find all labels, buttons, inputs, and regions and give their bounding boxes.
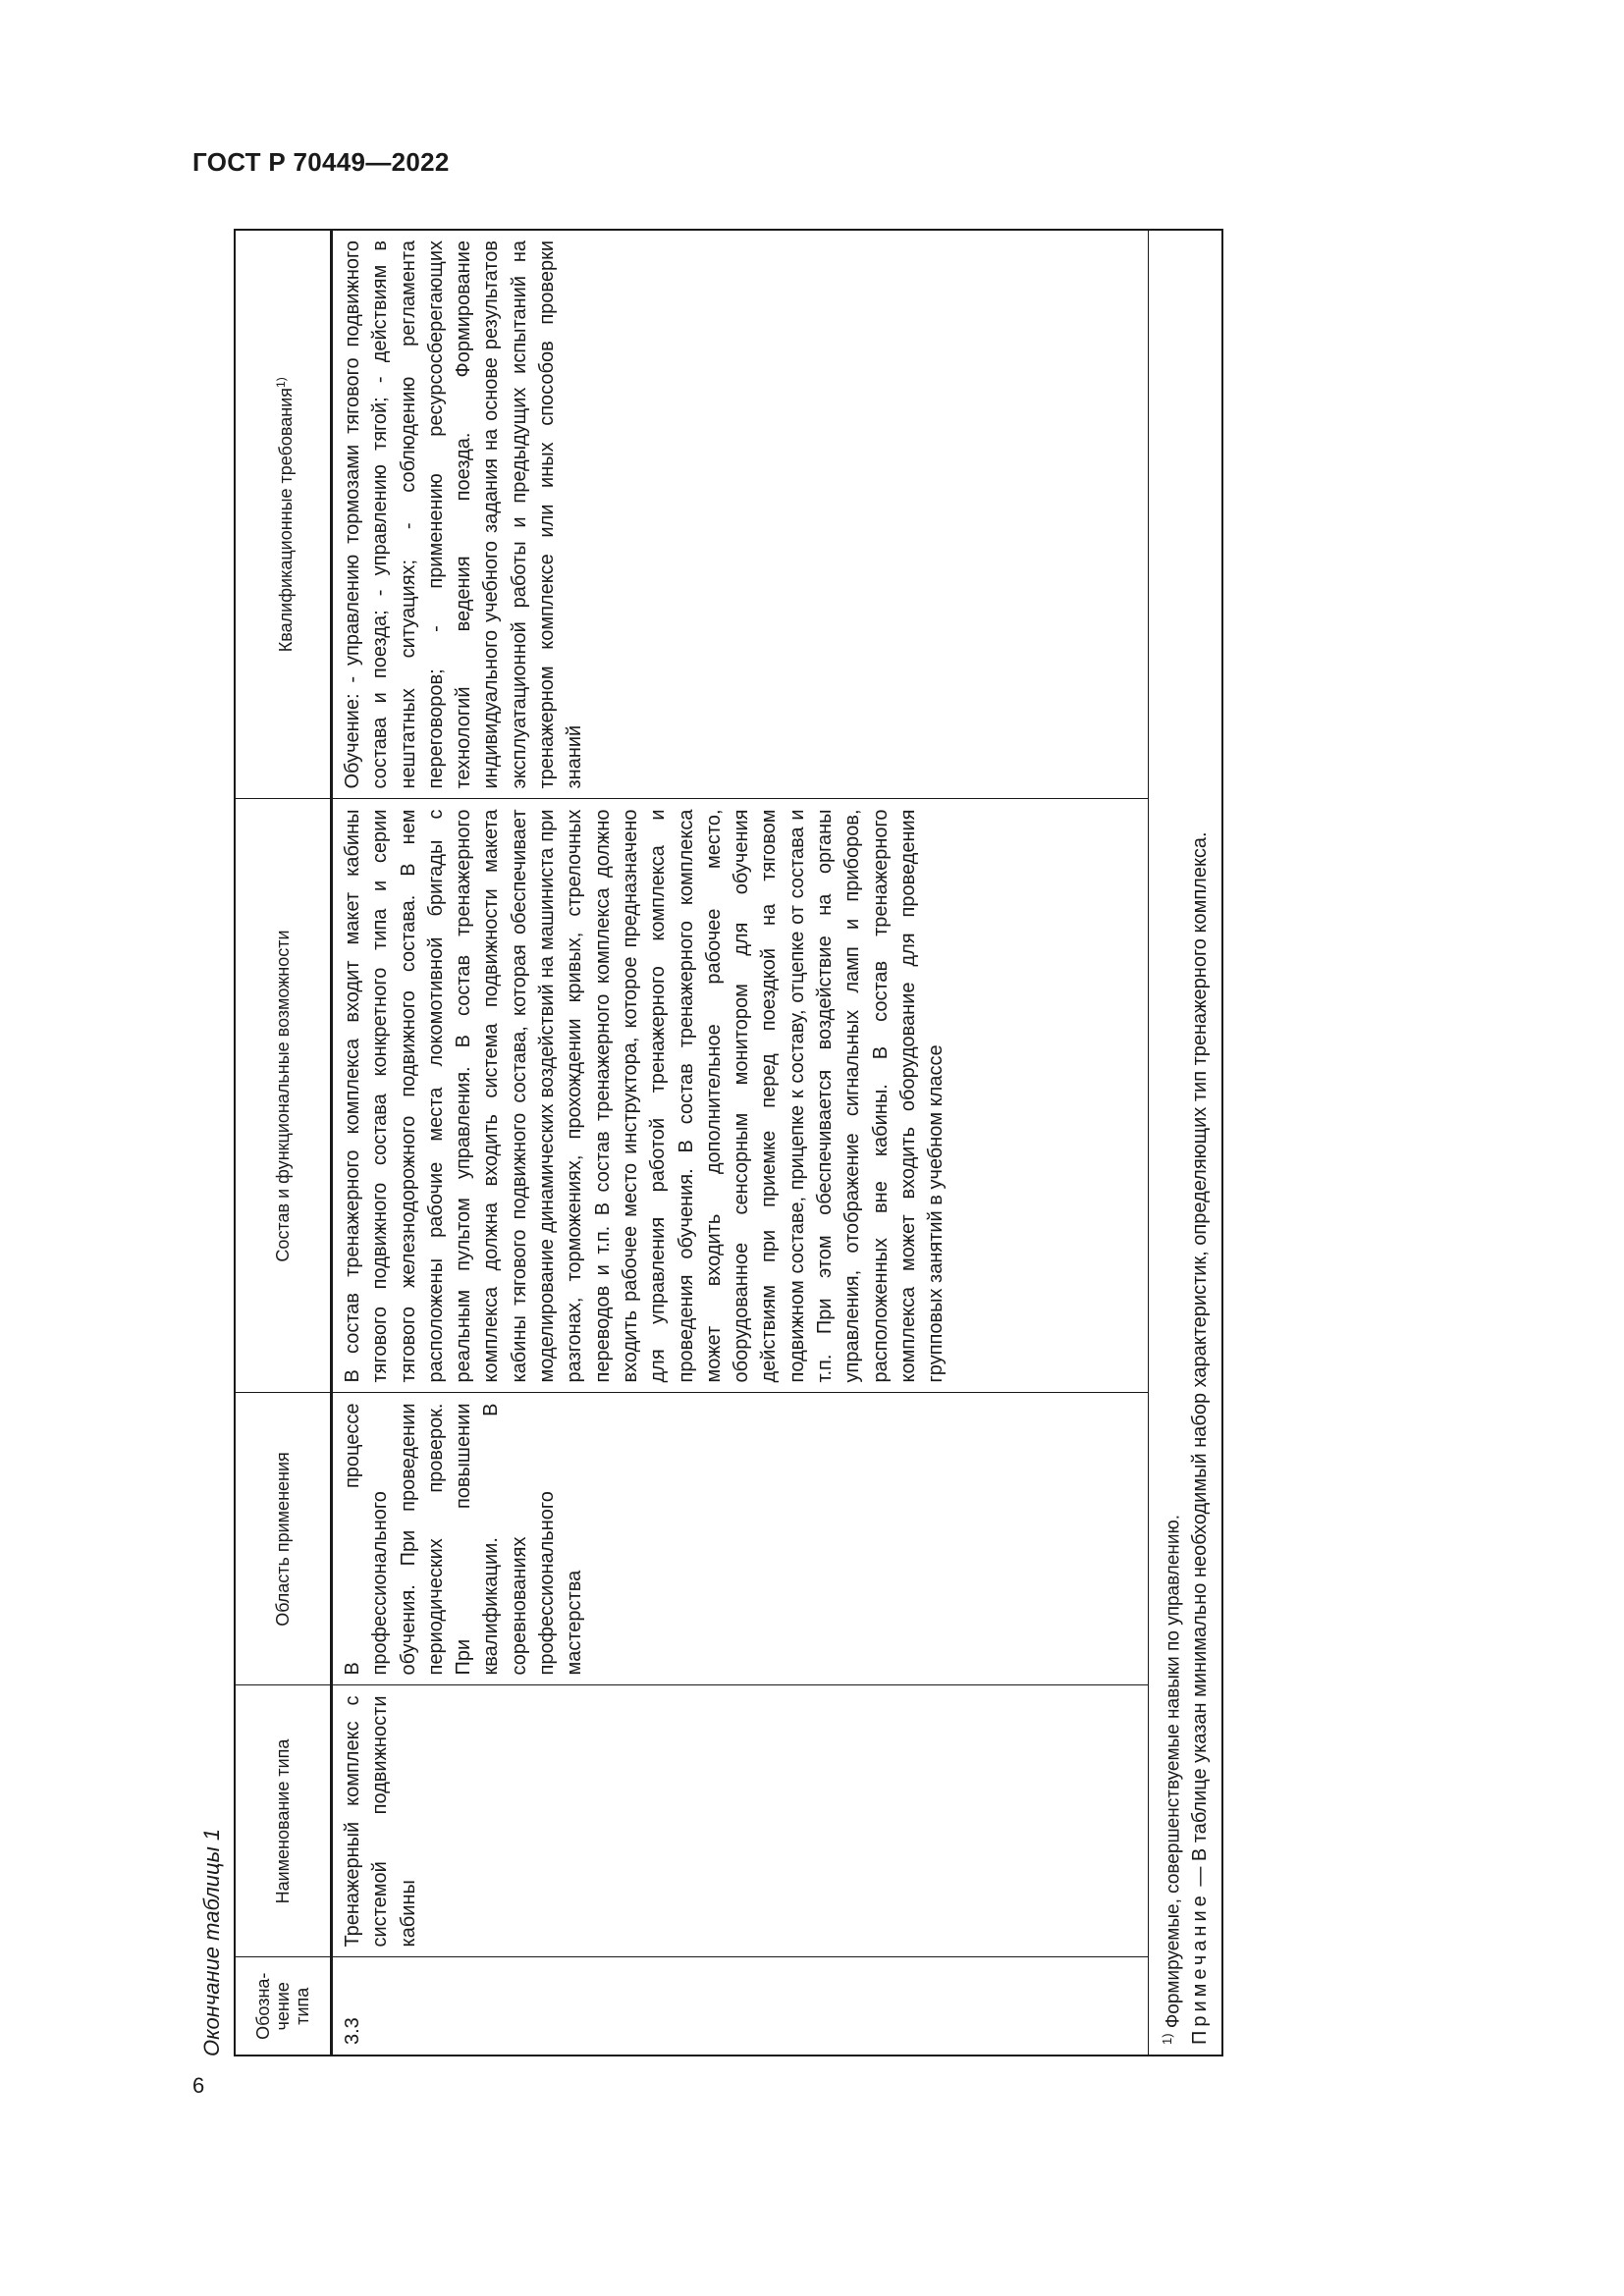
cell-code: 3.3 [332, 1957, 1149, 2056]
table-header-row [235, 230, 332, 2056]
cell-composition: В состав тренажерного комплекса входит макет кабины тягового подвижного состава конкретного типа и серии тягового железнодорожного подвижного состава. В нем расположены рабочие места локомотивной бригады с реальным пультом управления. В состав тренажерного комплекса должна входить система подвижности макета кабины тягового подвижного состава, которая обеспечивает моделирование динамических воздействий на машиниста при разгонах, торможениях, прохождении кривых, стрелочных переводов и т.п. В состав тренажерного комплекса должно входить рабочее место инструктора, которое предназначено для управления работой тренажерного комплекса и проведения обучения. В состав тренажерного комплекса может входить дополнительное рабочее место, оборудованное сенсорным монитором для обучения действиям при приемке перед поездкой на тяговом подвижном составе, прицепке к составу, отцепке от состава и т.п. При этом обеспечивается воздействие на органы управления, отображение сигнальных ламп и приборов, расположенных вне кабины. В состав тренажерного комплекса может входить оборудование для проведения групповых занятий в учебном классе [332, 799, 1149, 1393]
header-qualification [235, 230, 332, 799]
header-composition: Состав и функциональные возможности [235, 799, 332, 1393]
footnote [1155, 240, 1186, 2045]
document-header: ГОСТ Р 70449—2022 [192, 147, 450, 177]
footnote-mark: 1) [1160, 2033, 1174, 2045]
header-code-line: типа [293, 1987, 312, 2025]
cell-name: Тренажерный комплекс с системой подвижности кабины [332, 1685, 1149, 1957]
table-note [1186, 240, 1214, 2045]
notes-row [1149, 230, 1223, 2056]
notes-cell [1149, 230, 1223, 2056]
table-caption: Окончание таблицы 1 [199, 1828, 224, 2056]
cell-qualification: Обучение: - управлению тормозами тягового подвижного состава и поезда; - управлению тягой; - действиям в нештатных ситуациях; - соблюдению регламента переговоров; - применению ресурсосберегающих технологий ведения поезда. Формирование индивидуального учебного задания на основе результатов эксплуатационной работы и предыдущих испытаний на тренажерном комплексе или иных способов проверки знаний [332, 230, 1149, 799]
header-code-line: чение [273, 1982, 293, 2031]
header-code-line: Обозна- [253, 1972, 273, 2040]
header-code [235, 1957, 332, 2056]
table-row [332, 230, 1149, 2056]
footnote-marker: 1) [273, 377, 288, 388]
footnote-text: Формируемые, совершенствуемые навыки по управлению. [1163, 1514, 1184, 2029]
page-number: 6 [192, 2073, 205, 2098]
note-label: Примечание [1189, 1892, 1212, 2045]
requirements-table [234, 229, 1223, 2056]
header-scope: Область применения [235, 1393, 332, 1685]
rotated-table-block [189, 231, 1225, 2056]
note-text: — В таблице указан минимально необходимый набор характеристик, определяющих тип тренажерного комплекса. [1189, 831, 1212, 1887]
cell-scope: В процессе профессионального обучения. При проведении периодических проверок. При повышении квалификации. В соревнованиях профессионального мастерства [332, 1393, 1149, 1685]
header-name: Наименование типа [235, 1685, 332, 1957]
header-qualification-text: Квалификационные требования [275, 387, 296, 653]
